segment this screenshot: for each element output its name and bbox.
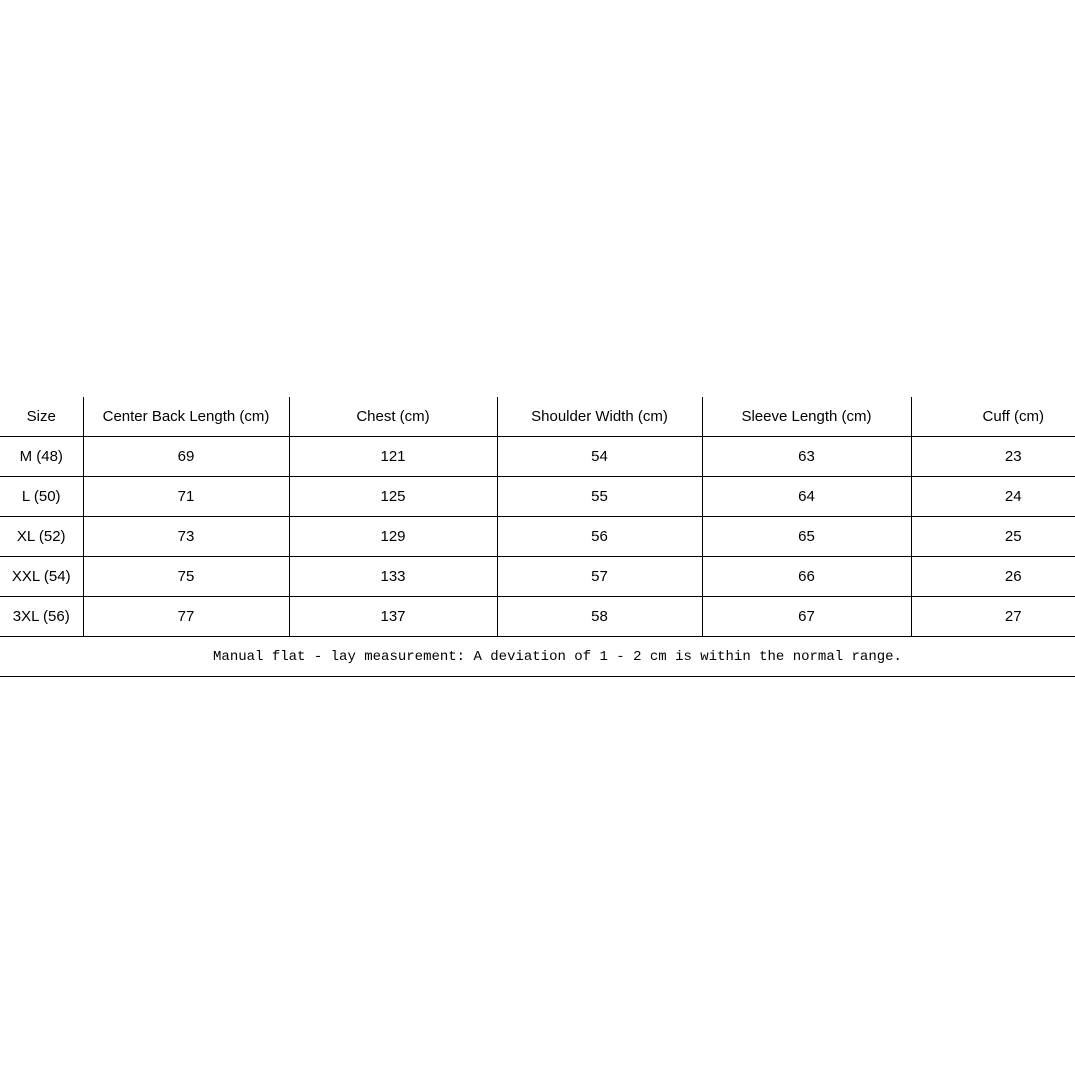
size-chart: [0, 397, 1075, 680]
size-chart-table: [0, 397, 1075, 677]
table-row-xl: [0, 517, 1075, 557]
note-row: [0, 637, 1075, 677]
value-cell: 67: [702, 597, 911, 637]
value-cell: 26: [911, 557, 1075, 597]
value-cell: 137: [289, 597, 497, 637]
measurement-note: Manual flat - lay measurement: A deviation of 1 - 2 cm is within the normal range.: [0, 637, 1075, 677]
table-row-l: [0, 477, 1075, 517]
size-cell: L (50): [0, 477, 83, 517]
value-cell: 63: [702, 437, 911, 477]
value-cell: 65: [702, 517, 911, 557]
size-cell: 3XL (56): [0, 597, 83, 637]
value-cell: 73: [83, 517, 289, 557]
header-row: [0, 397, 1075, 437]
header-cell-shoulder-width: Shoulder Width (cm): [497, 397, 702, 437]
header-cell-size: Size: [0, 397, 83, 437]
value-cell: 125: [289, 477, 497, 517]
value-cell: 56: [497, 517, 702, 557]
value-cell: 57: [497, 557, 702, 597]
header-cell-sleeve-length: Sleeve Length (cm): [702, 397, 911, 437]
header-cell-chest: Chest (cm): [289, 397, 497, 437]
value-cell: 75: [83, 557, 289, 597]
value-cell: 71: [83, 477, 289, 517]
header-cell-cuff: Cuff (cm): [911, 397, 1075, 437]
value-cell: 54: [497, 437, 702, 477]
value-cell: 58: [497, 597, 702, 637]
value-cell: 24: [911, 477, 1075, 517]
size-cell: M (48): [0, 437, 83, 477]
value-cell: 121: [289, 437, 497, 477]
size-cell: XL (52): [0, 517, 83, 557]
table-row-3xl: [0, 597, 1075, 637]
value-cell: 64: [702, 477, 911, 517]
table-row-m: [0, 437, 1075, 477]
value-cell: 55: [497, 477, 702, 517]
value-cell: 129: [289, 517, 497, 557]
value-cell: 27: [911, 597, 1075, 637]
value-cell: 66: [702, 557, 911, 597]
size-cell: XXL (54): [0, 557, 83, 597]
table-row-xxl: [0, 557, 1075, 597]
value-cell: 133: [289, 557, 497, 597]
value-cell: 69: [83, 437, 289, 477]
header-cell-center-back-length: Center Back Length (cm): [83, 397, 289, 437]
value-cell: 77: [83, 597, 289, 637]
value-cell: 25: [911, 517, 1075, 557]
value-cell: 23: [911, 437, 1075, 477]
